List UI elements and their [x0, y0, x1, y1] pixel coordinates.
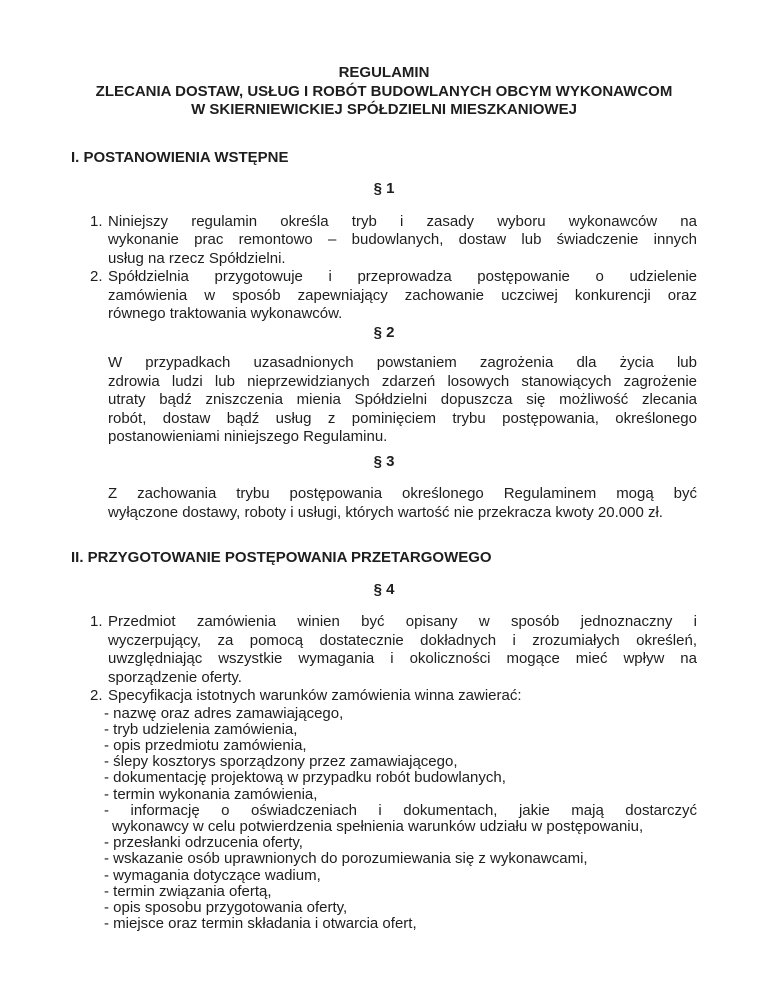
text-line: usług na rzecz Spółdzielni.	[108, 249, 286, 267]
spec-item: - miejsce oraz termin składania i otwarcia ofert,	[104, 915, 417, 933]
spec-item: - wymagania dotyczące wadium,	[104, 866, 321, 884]
paragraph-3-body	[108, 485, 697, 522]
text-line: Spółdzielnia przygotowuje i przeprowadza postępowanie o udzielenie	[108, 268, 697, 285]
paragraph-1-label: § 1	[373, 180, 395, 197]
paragraph-2-body	[108, 354, 697, 447]
section-2-heading: II. PRZYGOTOWANIE POSTĘPOWANIA PRZETARGOWEGO	[71, 549, 492, 566]
spec-item: - termin wykonania zamówienia,	[104, 785, 318, 803]
spec-item: - ślepy kosztorys sporządzony przez zamawiającego,	[104, 753, 458, 771]
spec-item: - nazwę oraz adres zamawiającego,	[104, 704, 344, 722]
list-item	[90, 687, 697, 706]
text-line: zdrowia ludzi lub nieprzewidzianych zdarzeń losowych stanowiących zagrożenie	[108, 372, 697, 390]
text-line: wyczerpujący, za pomocą dostatecznie dokładnych i zrozumiałych określeń,	[108, 631, 697, 649]
document-title-line-1: REGULAMIN	[338, 64, 430, 81]
text-line: utraty bądź zniszczenia mienia Spółdzielni dopuszcza się możliwość zlecania	[108, 391, 697, 408]
spec-item-continuation: wykonawcy w celu potwierdzenia spełnienia warunków udziału w postępowaniu,	[112, 817, 644, 835]
spec-item: - termin związania ofertą,	[104, 882, 272, 900]
specification-dash-list	[104, 706, 697, 933]
text-line: wyłączone dostawy, roboty i usługi, których wartość nie przekracza kwoty 20.000 zł.	[108, 503, 663, 521]
text-line: W przypadkach uzasadnionych powstaniem zagrożenia dla życia lub	[108, 354, 697, 371]
spec-item: - dokumentację projektową w przypadku robót budowlanych,	[104, 769, 506, 787]
section-1-heading: I. POSTANOWIENIA WSTĘPNE	[71, 148, 289, 166]
paragraph-4-numbered-list	[90, 613, 697, 706]
list-item	[90, 613, 697, 687]
list-item-number: 1.	[90, 212, 103, 230]
spec-item: - informację o oświadczeniach i dokumentach, jakie mają dostarczyć	[104, 801, 697, 819]
text-line: uwzględniając wszystkie wymagania i okoliczności mogące mieć wpływ na	[108, 650, 697, 667]
paragraph-3-label: § 3	[373, 452, 395, 470]
text-line: Przedmiot zamówienia winien być opisany w sposób jednoznaczny i	[108, 613, 697, 630]
text-line: Z zachowania trybu postępowania określonego Regulaminem mogą być	[108, 485, 697, 502]
text-line: zamówienia w sposób zapewniający zachowanie uczciwej konkurencji oraz	[108, 286, 697, 304]
spec-item: - tryb udzielenia zamówienia,	[104, 720, 298, 738]
document-title-line-3: W SKIERNIEWICKIEJ SPÓŁDZIELNI MIESZKANIOWEJ	[191, 101, 577, 118]
spec-item: - opis przedmiotu zamówienia,	[104, 736, 307, 754]
spec-item: - opis sposobu przygotowania oferty,	[104, 898, 348, 916]
paragraph-1-numbered-list	[90, 213, 697, 324]
document-title	[71, 64, 697, 120]
paragraph-2-label: § 2	[373, 323, 395, 341]
text-line: robót, dostaw bądź usług z pominięciem trybu postępowania, określonego	[108, 409, 697, 427]
list-item-number: 1.	[90, 613, 103, 630]
paragraph-4-label: § 4	[373, 580, 395, 598]
list-item	[90, 213, 697, 269]
document-title-line-2: ZLECANIA DOSTAW, USŁUG I ROBÓT BUDOWLANYCH OBCYM WYKONAWCOM	[95, 82, 673, 100]
list-item-number: 2.	[90, 268, 103, 285]
spec-item: - wskazanie osób uprawnionych do porozumiewania się z wykonawcami,	[104, 850, 588, 868]
text-line: Specyfikacja istotnych warunków zamówienia winna zawierać:	[108, 687, 522, 704]
text-line: postanowieniami niniejszego Regulaminu.	[108, 428, 388, 445]
text-line: sporządzenie oferty.	[108, 668, 242, 686]
list-item	[90, 268, 697, 324]
text-line: równego traktowania wykonawców.	[108, 305, 343, 322]
list-item-number: 2.	[90, 687, 103, 704]
spec-item: - przesłanki odrzucenia oferty,	[104, 834, 303, 852]
text-line: wykonanie prac remontowo – budowlanych, dostaw lub świadczenie innych	[108, 231, 697, 248]
text-line: Niniejszy regulamin określa tryb i zasady wyboru wykonawców na	[108, 212, 697, 230]
